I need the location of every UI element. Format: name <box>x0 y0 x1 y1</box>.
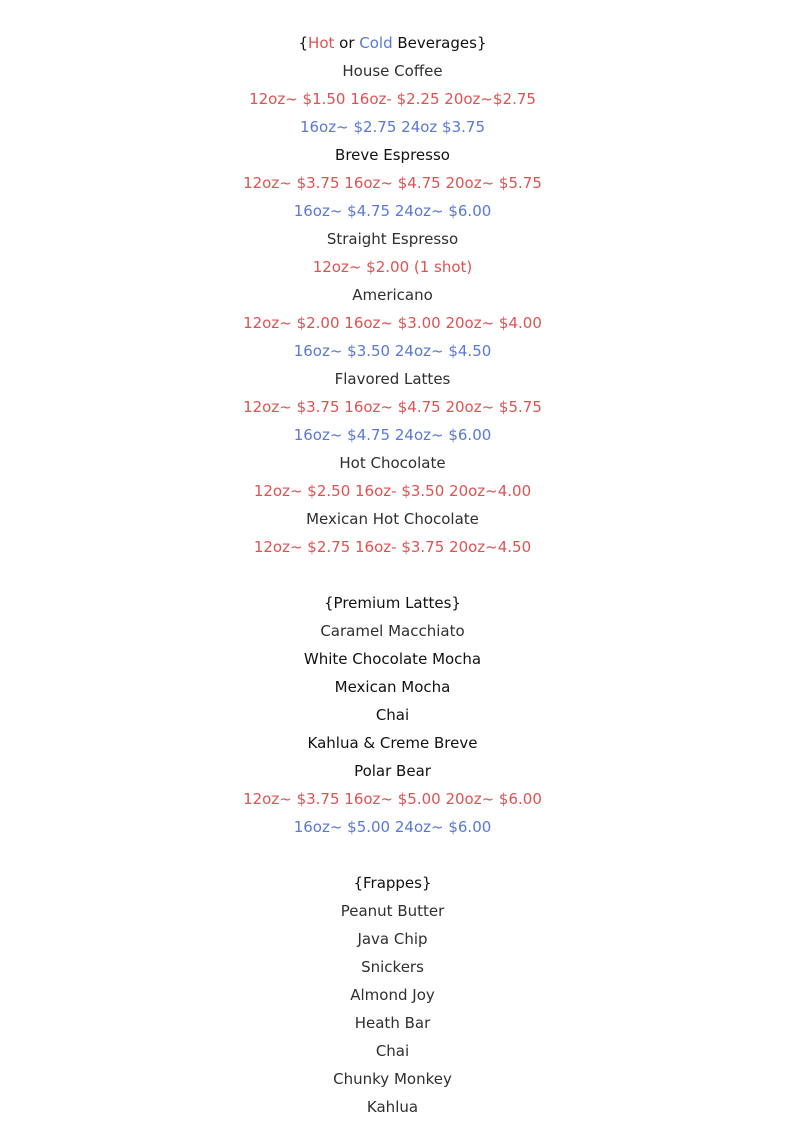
price-hot-premium-lattes: 12oz~ $3.75 16oz~ $5.00 20oz~ $6.00 <box>243 790 542 808</box>
header-cold-word: Cold <box>359 34 393 52</box>
header-hot-word: Hot <box>308 34 335 52</box>
header-beverages-word: Beverages} <box>392 34 487 52</box>
header-brace: { <box>298 34 309 52</box>
frappe-item-chai: Chai <box>375 1042 410 1060</box>
frappe-item-java-chip: Java Chip <box>357 930 428 948</box>
item-breve-espresso: Breve Espresso <box>335 146 450 164</box>
price-hot-straight-espresso: 12oz~ $2.00 (1 shot) <box>312 258 473 276</box>
price-cold-premium-lattes: 16oz~ $5.00 24oz~ $6.00 <box>293 818 492 836</box>
beverages-header <box>0 29 785 57</box>
price-hot-hot-chocolate: 12oz~ $2.50 16oz- $3.50 20oz~4.00 <box>253 482 532 500</box>
frappe-item-snickers: Snickers <box>361 958 424 976</box>
header-or-word: or <box>334 34 360 52</box>
price-hot-breve-espresso: 12oz~ $3.75 16oz~ $4.75 20oz~ $5.75 <box>243 174 542 192</box>
item-straight-espresso: Straight Espresso <box>326 230 459 248</box>
price-cold-breve-espresso: 16oz~ $4.75 24oz~ $6.00 <box>293 202 492 220</box>
premium-item-kahlua-creme-breve: Kahlua & Creme Breve <box>307 734 478 752</box>
premium-lattes-header: {Premium Lattes} <box>324 594 461 612</box>
price-hot-flavored-lattes: 12oz~ $3.75 16oz~ $4.75 20oz~ $5.75 <box>243 398 542 416</box>
section-spacer <box>0 841 785 869</box>
price-hot-americano: 12oz~ $2.00 16oz~ $3.00 20oz~ $4.00 <box>243 314 542 332</box>
section-spacer <box>0 561 785 589</box>
premium-item-mexican-mocha: Mexican Mocha <box>334 678 451 696</box>
item-mexican-hot-chocolate: Mexican Hot Chocolate <box>306 510 479 528</box>
frappe-item-peanut-butter: Peanut Butter <box>340 902 445 920</box>
premium-item-white-chocolate-mocha: White Chocolate Mocha <box>303 650 482 668</box>
item-americano: Americano <box>352 286 433 304</box>
premium-item-caramel-macchiato: Caramel Macchiato <box>320 622 465 640</box>
premium-item-chai: Chai <box>375 706 410 724</box>
price-cold-americano: 16oz~ $3.50 24oz~ $4.50 <box>293 342 492 360</box>
item-hot-chocolate: Hot Chocolate <box>339 454 446 472</box>
item-flavored-lattes: Flavored Lattes <box>334 370 451 388</box>
price-cold-house-coffee: 16oz~ $2.75 24oz $3.75 <box>299 118 486 136</box>
premium-item-polar-bear: Polar Bear <box>354 762 431 780</box>
frappes-header: {Frappes} <box>353 874 432 892</box>
frappe-item-chunky-monkey: Chunky Monkey <box>333 1070 452 1088</box>
frappe-item-kahlua: Kahlua <box>366 1098 419 1116</box>
frappe-item-almond-joy: Almond Joy <box>350 986 435 1004</box>
price-hot-house-coffee: 12oz~ $1.50 16oz- $2.25 20oz~$2.75 <box>249 90 536 108</box>
frappe-item-heath-bar: Heath Bar <box>354 1014 431 1032</box>
item-house-coffee: House Coffee <box>342 62 443 80</box>
price-hot-mexican-hot-chocolate: 12oz~ $2.75 16oz- $3.75 20oz~4.50 <box>253 538 532 556</box>
price-cold-flavored-lattes: 16oz~ $4.75 24oz~ $6.00 <box>293 426 492 444</box>
